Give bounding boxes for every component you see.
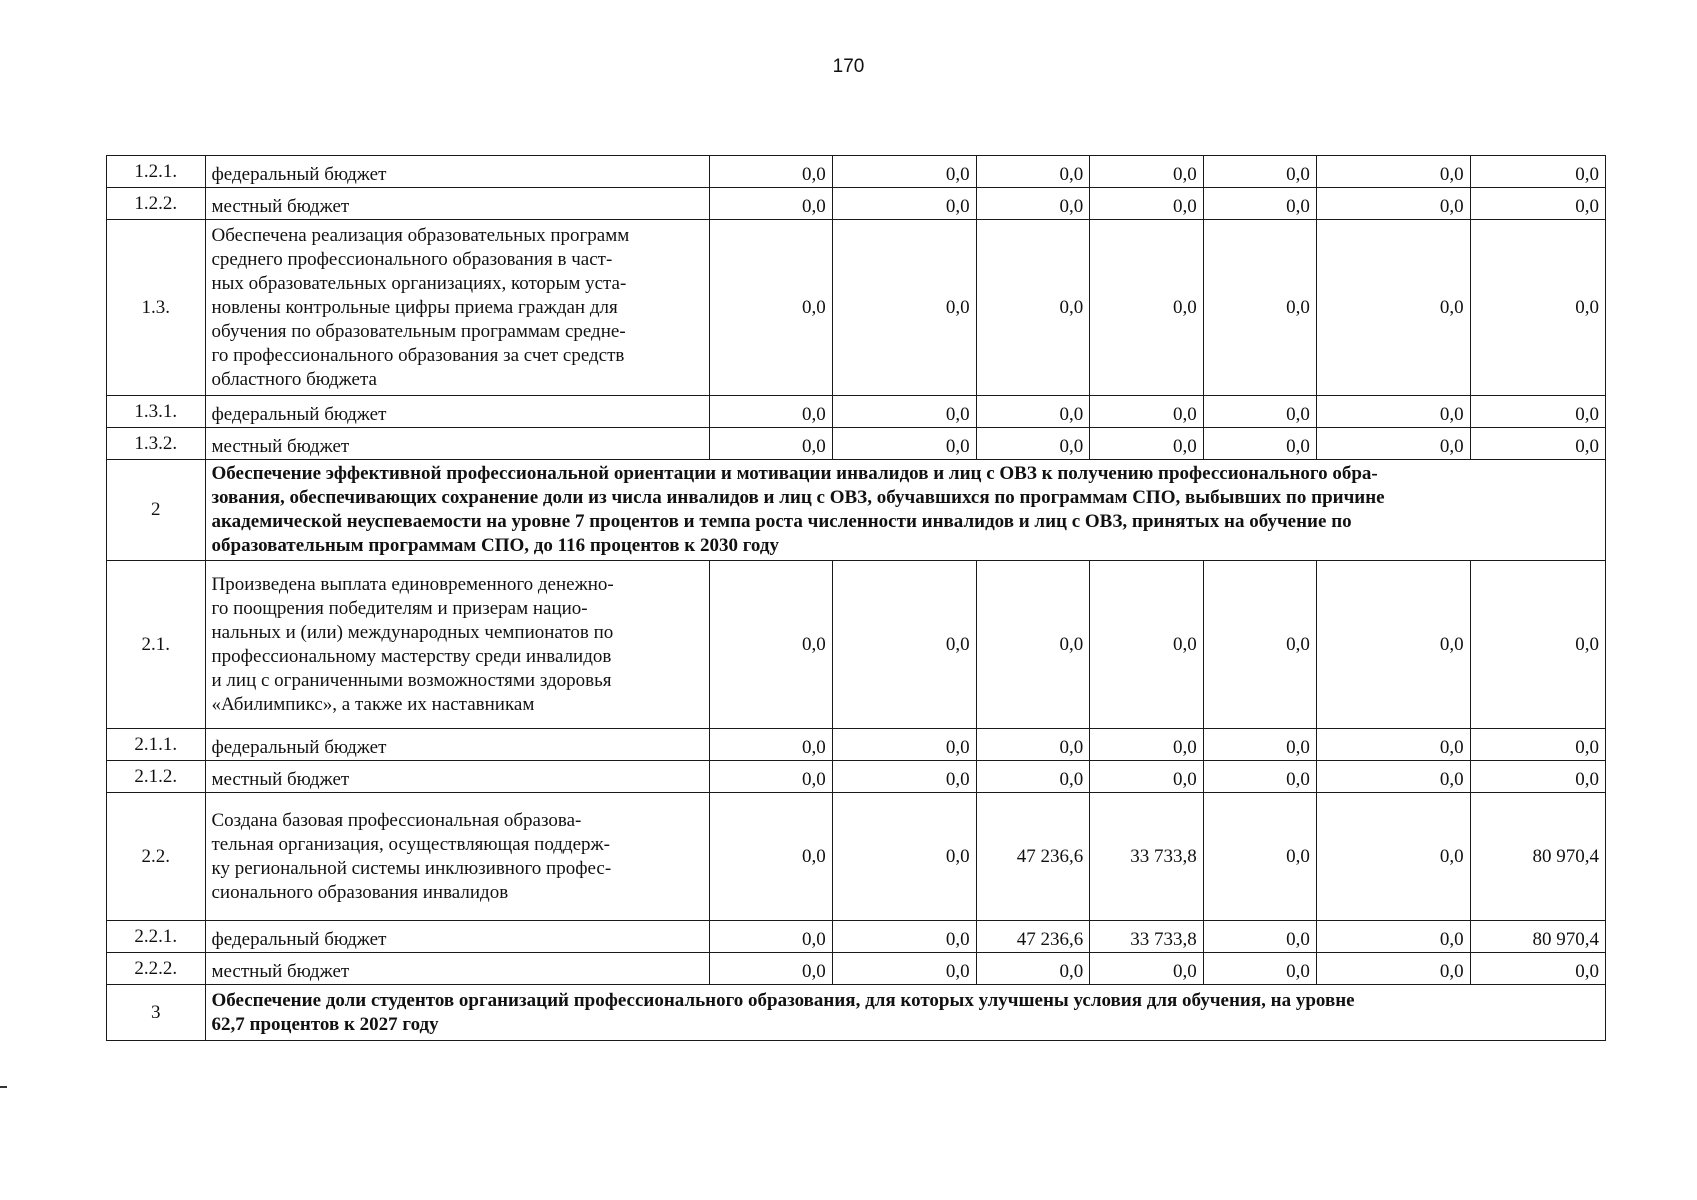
value-cell: 0,0	[1316, 396, 1470, 428]
value-cell: 0,0	[1316, 793, 1470, 921]
value-cell: 0,0	[1203, 561, 1316, 729]
row-description: местный бюджет	[205, 428, 709, 460]
text-line: го профессионального образования за счет средств	[211, 344, 625, 366]
text-line: образовательным программам СПО, до 116 процентов к 2030 году	[211, 535, 779, 556]
value-cell: 0,0	[709, 428, 832, 460]
text-line: 62,7 процентов к 2027 году	[211, 1013, 439, 1035]
text-line: Обеспечение доли студентов организаций профессионального образования, для которых улучшены условия для обучения, на уровне	[211, 989, 1355, 1011]
text-line: сионального образования инвалидов	[211, 881, 509, 903]
value-cell: 0,0	[1316, 921, 1470, 953]
value-cell: 0,0	[1090, 220, 1204, 396]
value-cell: 0,0	[832, 921, 976, 953]
row-description: местный бюджет	[205, 761, 709, 793]
value-cell: 0,0	[1316, 220, 1470, 396]
table-row	[107, 396, 1606, 428]
table-row	[107, 761, 1606, 793]
text-line: академической неуспеваемости на уровне 7 процентов и темпа роста численности инвалидов и лиц с ОВЗ, принятых на обучение по	[211, 511, 1352, 532]
value-cell: 0,0	[1203, 396, 1316, 428]
value-cell: 0,0	[1470, 761, 1605, 793]
table-row	[107, 921, 1606, 953]
value-cell: 0,0	[1090, 761, 1204, 793]
table-row	[107, 729, 1606, 761]
value-cell: 0,0	[1470, 428, 1605, 460]
row-description: местный бюджет	[205, 188, 709, 220]
value-cell: 0,0	[1203, 761, 1316, 793]
section-heading	[205, 460, 1606, 561]
value-cell: 80 970,4	[1470, 921, 1605, 953]
value-cell: 33 733,8	[1090, 793, 1204, 921]
value-cell: 0,0	[1203, 428, 1316, 460]
text-line: тельная организация, осуществляющая поддерж-	[211, 833, 611, 855]
value-cell: 0,0	[832, 156, 976, 188]
value-cell: 0,0	[1203, 188, 1316, 220]
row-code: 1.2.1.	[107, 156, 206, 188]
value-cell: 0,0	[1470, 953, 1605, 985]
table-row	[107, 793, 1606, 921]
value-cell: 0,0	[976, 761, 1090, 793]
row-code: 3	[107, 985, 206, 1041]
value-cell: 0,0	[709, 793, 832, 921]
text-line: «Абилимпикс», а также их наставникам	[211, 693, 535, 715]
value-cell: 0,0	[1470, 396, 1605, 428]
value-cell: 47 236,6	[976, 793, 1090, 921]
value-cell: 0,0	[976, 220, 1090, 396]
row-code: 2.2.1.	[107, 921, 206, 953]
table-row	[107, 561, 1606, 729]
value-cell: 0,0	[976, 156, 1090, 188]
text-line: нальных и (или) международных чемпионатов по	[211, 621, 614, 643]
text-line: среднего профессионального образования в част-	[211, 248, 613, 270]
value-cell: 0,0	[1090, 729, 1204, 761]
row-description: федеральный бюджет	[205, 921, 709, 953]
value-cell: 0,0	[1203, 156, 1316, 188]
value-cell: 0,0	[976, 953, 1090, 985]
value-cell: 0,0	[976, 561, 1090, 729]
value-cell: 0,0	[832, 953, 976, 985]
section-heading	[205, 985, 1606, 1041]
table-row	[107, 460, 1606, 561]
value-cell: 0,0	[1316, 729, 1470, 761]
scan-edge-mark	[0, 1086, 7, 1088]
row-code: 2.1.	[107, 561, 206, 729]
value-cell: 0,0	[1203, 793, 1316, 921]
table-row	[107, 985, 1606, 1041]
value-cell: 0,0	[832, 428, 976, 460]
value-cell: 0,0	[709, 396, 832, 428]
value-cell: 0,0	[976, 396, 1090, 428]
value-cell: 0,0	[1090, 428, 1204, 460]
value-cell: 0,0	[976, 428, 1090, 460]
text-line: ку региональной системы инклюзивного профес-	[211, 857, 612, 879]
text-line: зования, обеспечивающих сохранение доли из числа инвалидов и лиц с ОВЗ, обучавшихся по программам СПО, выбывших по причине	[211, 487, 1385, 508]
row-code: 1.3.2.	[107, 428, 206, 460]
value-cell: 0,0	[1316, 953, 1470, 985]
row-description: федеральный бюджет	[205, 156, 709, 188]
value-cell: 0,0	[709, 156, 832, 188]
value-cell: 0,0	[709, 561, 832, 729]
value-cell: 0,0	[1316, 428, 1470, 460]
value-cell: 0,0	[1090, 156, 1204, 188]
text-line: и лиц с ограниченными возможностями здоровья	[211, 669, 612, 691]
table-row	[107, 156, 1606, 188]
row-description: федеральный бюджет	[205, 729, 709, 761]
value-cell: 80 970,4	[1470, 793, 1605, 921]
value-cell: 0,0	[1470, 156, 1605, 188]
row-description: местный бюджет	[205, 953, 709, 985]
value-cell: 0,0	[1203, 921, 1316, 953]
value-cell: 0,0	[1470, 561, 1605, 729]
text-line: Обеспечена реализация образовательных программ	[211, 224, 630, 246]
value-cell: 0,0	[1090, 561, 1204, 729]
row-code: 2.1.2.	[107, 761, 206, 793]
value-cell: 0,0	[1470, 220, 1605, 396]
value-cell: 0,0	[709, 188, 832, 220]
value-cell: 0,0	[1090, 953, 1204, 985]
value-cell: 0,0	[976, 729, 1090, 761]
text-line: ных образовательных организациях, которым уста-	[211, 272, 627, 294]
value-cell: 0,0	[832, 761, 976, 793]
table-row	[107, 428, 1606, 460]
value-cell: 0,0	[832, 220, 976, 396]
value-cell: 33 733,8	[1090, 921, 1204, 953]
value-cell: 0,0	[1316, 188, 1470, 220]
budget-table	[106, 155, 1606, 1041]
text-line: областного бюджета	[211, 368, 377, 390]
row-code: 1.3.	[107, 220, 206, 396]
value-cell: 0,0	[709, 921, 832, 953]
value-cell: 0,0	[832, 561, 976, 729]
value-cell: 0,0	[832, 188, 976, 220]
value-cell: 0,0	[1470, 729, 1605, 761]
value-cell: 0,0	[1203, 220, 1316, 396]
row-code: 2.1.1.	[107, 729, 206, 761]
value-cell: 0,0	[832, 729, 976, 761]
text-line: го поощрения победителям и призерам нацио-	[211, 597, 588, 619]
table-row	[107, 220, 1606, 396]
value-cell: 0,0	[709, 953, 832, 985]
value-cell: 0,0	[1470, 188, 1605, 220]
row-code: 1.2.2.	[107, 188, 206, 220]
row-code: 2	[107, 460, 206, 561]
row-code: 2.2.	[107, 793, 206, 921]
value-cell: 0,0	[1203, 729, 1316, 761]
row-description	[205, 793, 709, 921]
table-row	[107, 953, 1606, 985]
value-cell: 0,0	[1090, 396, 1204, 428]
text-line: новлены контрольные цифры приема граждан для	[211, 296, 618, 318]
row-description	[205, 561, 709, 729]
text-line: Обеспечение эффективной профессиональной ориентации и мотивации инвалидов и лиц с ОВЗ к получению профессионального обра-	[211, 463, 1378, 484]
value-cell: 0,0	[832, 396, 976, 428]
value-cell: 0,0	[832, 793, 976, 921]
text-line: профессиональному мастерству среди инвалидов	[211, 645, 612, 667]
value-cell: 0,0	[709, 761, 832, 793]
row-code: 2.2.2.	[107, 953, 206, 985]
value-cell: 0,0	[1316, 761, 1470, 793]
value-cell: 0,0	[1203, 953, 1316, 985]
value-cell: 0,0	[976, 188, 1090, 220]
row-description: федеральный бюджет	[205, 396, 709, 428]
value-cell: 0,0	[1090, 188, 1204, 220]
value-cell: 0,0	[1316, 561, 1470, 729]
text-line: Произведена выплата единовременного денежно-	[211, 573, 614, 595]
table-row	[107, 188, 1606, 220]
row-code: 1.3.1.	[107, 396, 206, 428]
value-cell: 0,0	[709, 220, 832, 396]
text-line: обучения по образовательным программам средне-	[211, 320, 626, 342]
value-cell: 47 236,6	[976, 921, 1090, 953]
value-cell: 0,0	[709, 729, 832, 761]
value-cell: 0,0	[1316, 156, 1470, 188]
page-number: 170	[832, 56, 865, 77]
text-line: Создана базовая профессиональная образова-	[211, 809, 582, 831]
row-description	[205, 220, 709, 396]
